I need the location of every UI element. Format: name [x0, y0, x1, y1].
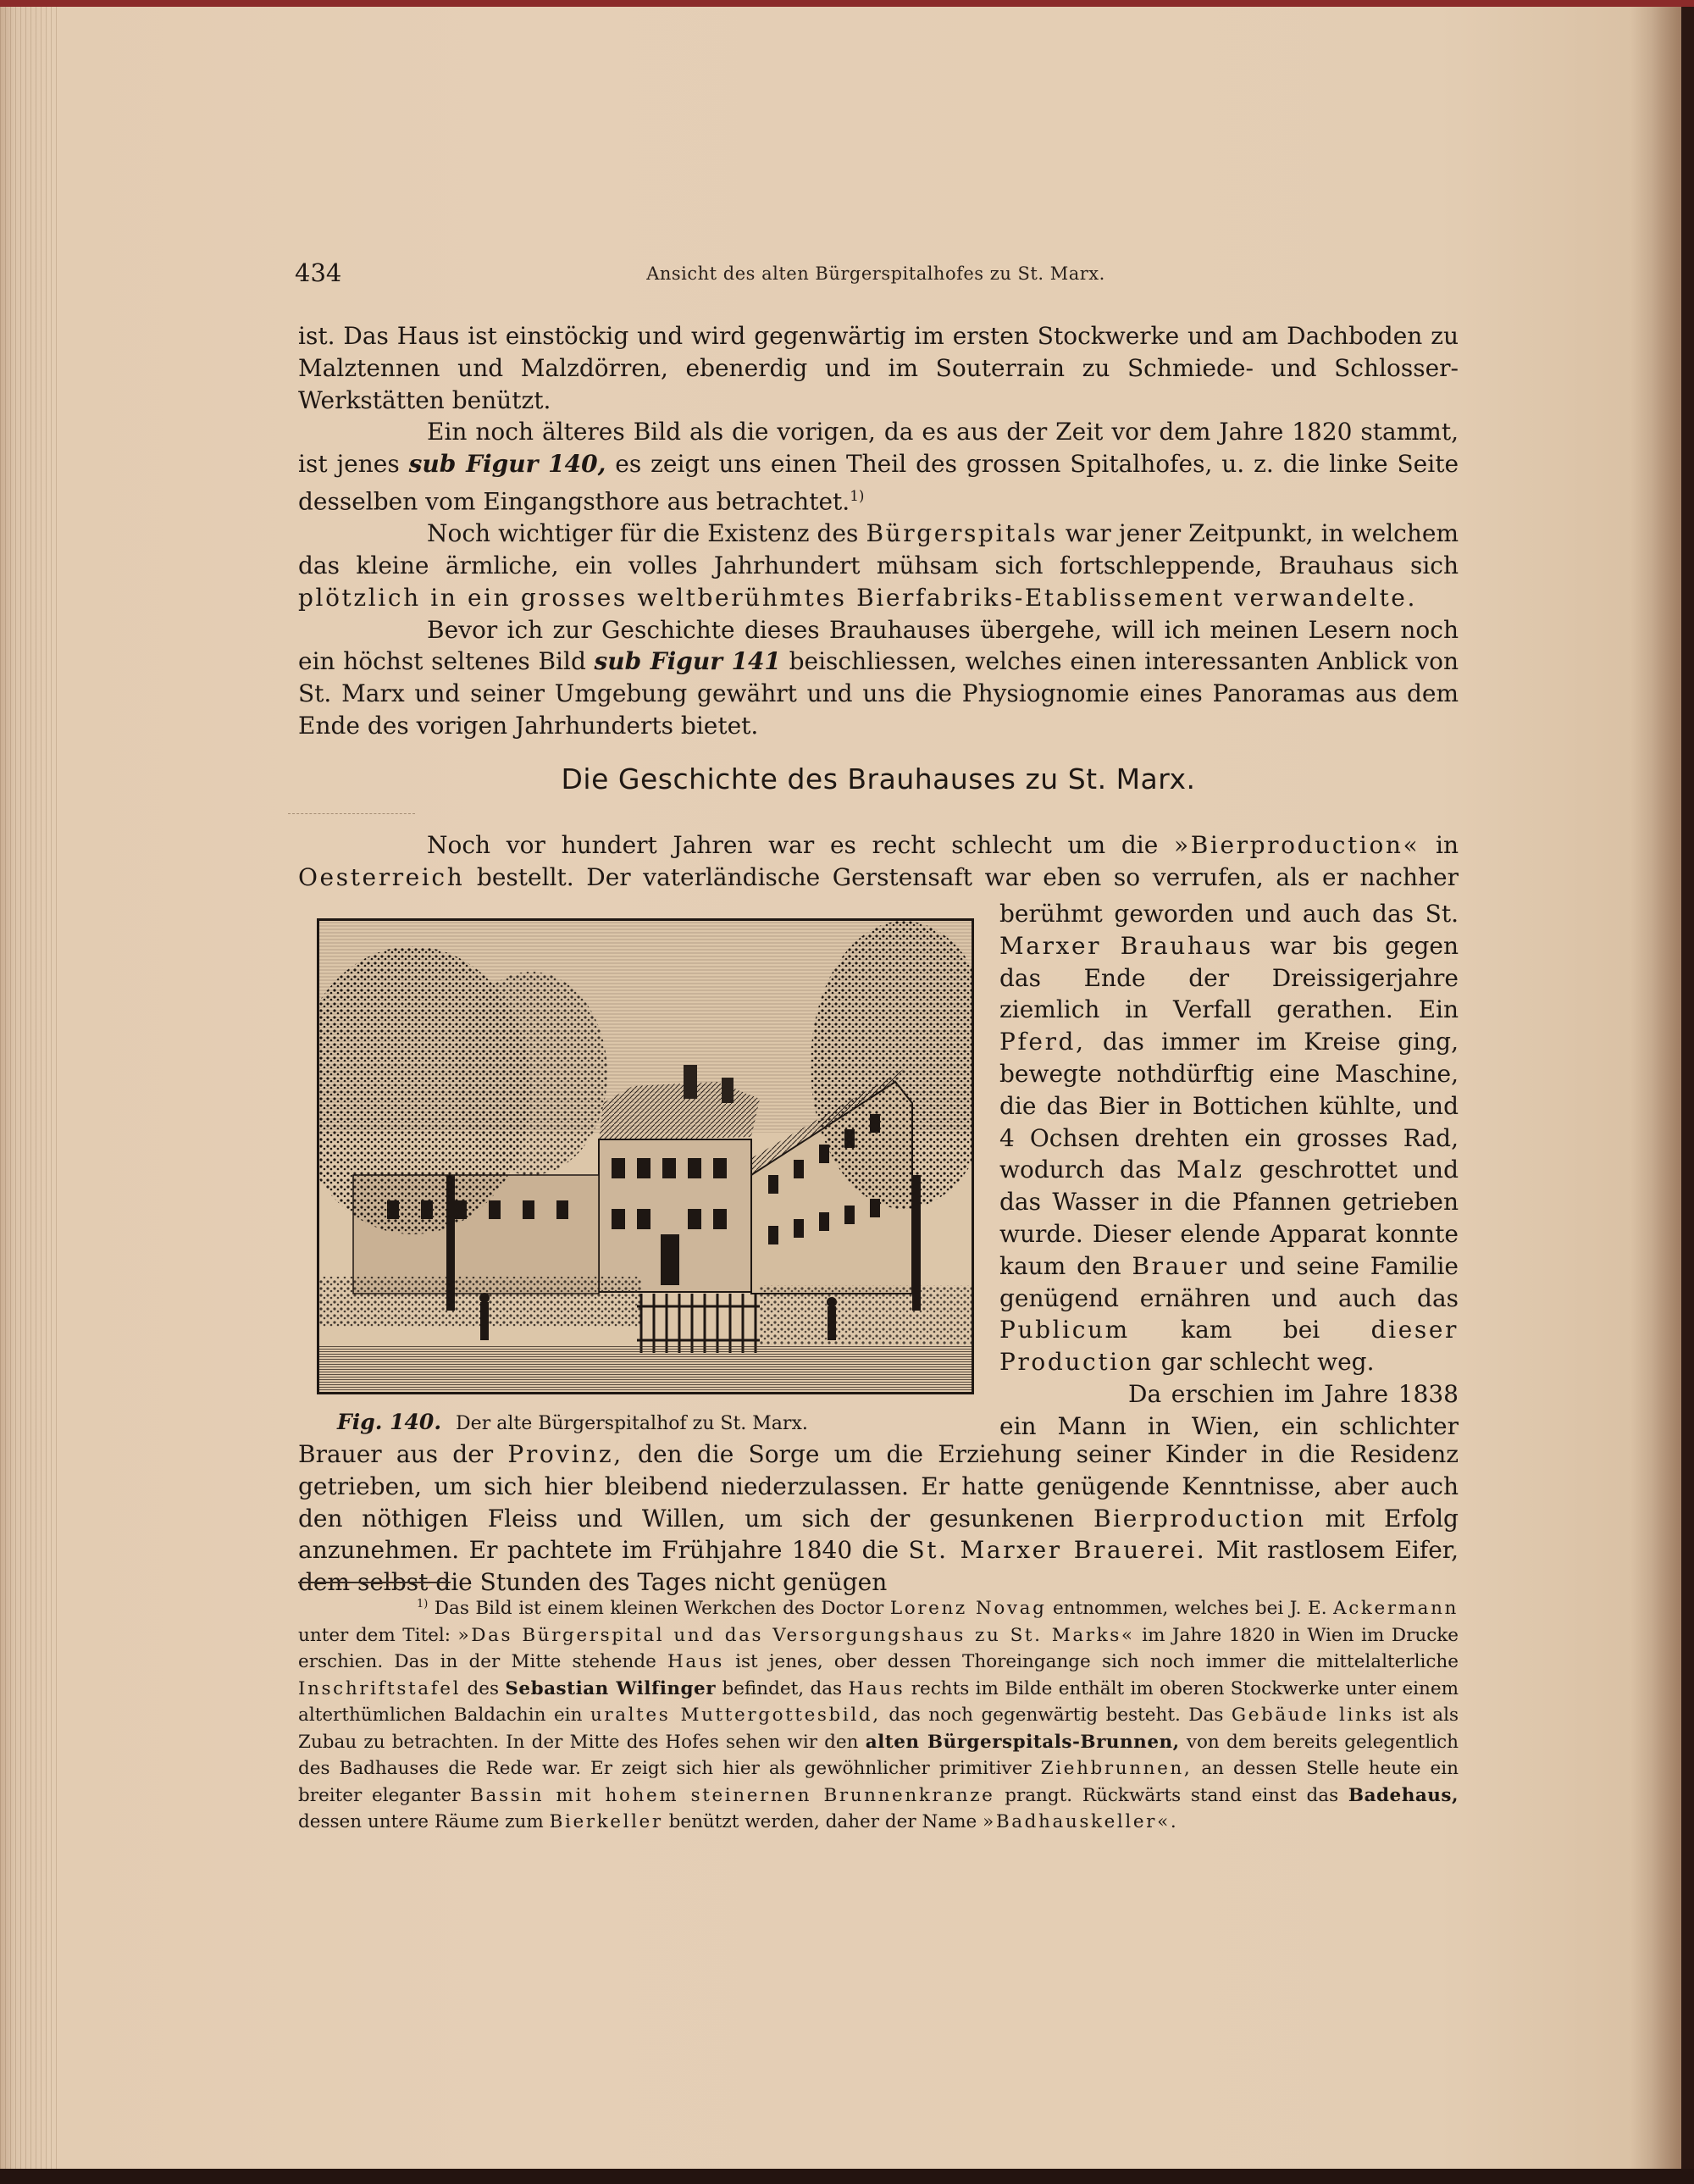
figure-engraving: [317, 918, 974, 1394]
spaced-text: »Das Bürgerspital und das Versorgungshaus zu St. Marks«: [457, 1624, 1135, 1646]
text: aus der: [396, 1440, 494, 1468]
text: gar schlecht weg.: [1160, 1348, 1375, 1377]
text: prangt. Rückwärts stand einst das: [1005, 1784, 1339, 1806]
spaced-text: Ackermann: [1333, 1598, 1459, 1620]
text: das immer im Kreise ging, bewegte nothdürftig eine Maschine, die das Bier in Bottichen kühlte, und 4 Ochsen drehten ein grosses Rad, wodurch das: [999, 1028, 1459, 1184]
footnote-divider: [298, 1582, 451, 1583]
text: Brauer: [298, 1440, 382, 1468]
figure-label: Fig. 140.: [337, 1410, 442, 1434]
text: Mit rastlosem Eifer, dem selbst die Stunden des Tages nicht genügen: [298, 1536, 1459, 1597]
text: rechts im Bilde enthält im oberen Stockwerke unter einem alterthümlichen Baldachin ein: [298, 1677, 1459, 1727]
footnote: [298, 1591, 1459, 1836]
text: ist als Zubau zu betrachten. In der Mitte des Hofes sehen wir den: [298, 1705, 1459, 1753]
spaced-text: »Bierproduction«: [1174, 831, 1420, 859]
running-title: Ansicht des alten Bürgerspitalhofes zu St. Marx.: [646, 263, 1105, 284]
spaced-text: Malz: [1176, 1156, 1244, 1184]
text: an dessen Stelle heute ein breiter eleganter: [298, 1758, 1459, 1806]
text: mit Erfolg anzunehmen. Er pachtete im Frühjahre 1840 die: [298, 1504, 1459, 1565]
spaced-text: Haus: [848, 1677, 905, 1699]
spaced-text: Haus: [667, 1651, 724, 1673]
bottom-edge: [0, 2169, 1694, 2184]
caption-text: Der alte Bürgerspitalhof zu St. Marx.: [456, 1413, 808, 1434]
text: kam bei: [1181, 1316, 1320, 1344]
blackletter-text: Badehaus,: [1348, 1784, 1459, 1806]
spaced-text: Lorenz Novag: [889, 1598, 1047, 1620]
spaced-text: Bierproduction: [1093, 1504, 1306, 1533]
spaced-text: uraltes Muttergottesbild,: [590, 1705, 881, 1727]
text: ist. Das Haus ist einstöckig und wird gegenwärtig im ersten Stockwerke und am Dachboden zu Malztennen und Malzdörren, ebenerdig und im Souterrain zu Schmiede- und Schlosser-Werkstätten benützt.: [298, 322, 1459, 414]
paragraph: [298, 320, 1459, 416]
text: des: [467, 1677, 499, 1699]
spaced-text: Bierkeller: [549, 1811, 663, 1833]
text: befindet, das: [722, 1677, 843, 1699]
text: Da erschien im Jahre 1838: [1128, 1379, 1459, 1408]
spaced-text: Pferd,: [999, 1028, 1086, 1056]
spaced-text: Bürgerspitals: [866, 519, 1058, 548]
text: bestellt. Der vaterländische Gerstensaft war eben so verrufen, als er nachher: [476, 862, 1459, 891]
text: geschrottet und das Wasser in die Pfannen getrieben wurde. Dieser elende Apparat konnte kaum den: [999, 1156, 1459, 1280]
text: dessen untere Räume zum: [298, 1811, 544, 1833]
blackletter-text: Sebastian Wilfinger: [505, 1677, 717, 1699]
section-heading: Die Geschichte des Brauhauses zu St. Marx.: [561, 762, 1196, 795]
paragraph: [298, 614, 1459, 742]
wrapped-column: [999, 898, 1459, 1443]
spaced-text: »Badhauskeller«.: [983, 1811, 1179, 1833]
chimney: [684, 1065, 697, 1099]
footnote-paragraph: [298, 1591, 1459, 1836]
figure-reference: sub Figur 141: [594, 647, 781, 676]
spaced-text: Marxer Brauhaus: [999, 931, 1254, 960]
paragraph: [298, 829, 1459, 894]
text: Noch wichtiger für die Existenz des: [427, 519, 859, 548]
paragraph: [999, 898, 1459, 1378]
paragraph: [999, 1378, 1459, 1411]
section-intro: [298, 829, 1459, 894]
tree: [455, 972, 607, 1175]
footnote-marker: 1): [850, 486, 865, 504]
spaced-text: Bassin mit hohem steinernen Brunnenkranze: [470, 1784, 995, 1806]
spaced-text: Publicum: [999, 1316, 1130, 1344]
page-header: [295, 258, 1457, 292]
divider: [288, 813, 415, 814]
lower-text: [298, 1438, 1459, 1599]
spine-shadow: [1630, 0, 1681, 2169]
text: im Jahre 1820 in Wien im Drucke erschien. Das in der Mitte stehende: [298, 1624, 1459, 1673]
spaced-text: St. Marxer Brauerei.: [908, 1536, 1207, 1565]
spaced-text: dieser Production: [999, 1316, 1459, 1377]
text: ein Mann in Wien, ein schlichter: [999, 1411, 1459, 1440]
page-number: 434: [295, 258, 342, 287]
text: von dem bereits gelegentlich des Badhauses die Rede war. Er zeigt sich hier als gewöhnlicher primitiver: [298, 1731, 1459, 1780]
paragraph: [298, 416, 1459, 518]
text: ist jenes, ober dessen Thoreingange sich noch immer die mittelalterliche: [735, 1651, 1459, 1673]
footnote-marker: 1): [417, 1598, 429, 1610]
spaced-text: plötzlich in ein grosses weltberühmtes Bierfabriks-Etablissement verwandelte.: [298, 583, 1417, 612]
figure-caption: [337, 1410, 981, 1434]
spaced-text: Oesterreich: [298, 862, 465, 891]
spaced-text: Inschriftstafel: [298, 1677, 462, 1699]
spaced-text: Brauer: [1132, 1251, 1229, 1280]
courtyard-illustration: [319, 921, 972, 1392]
text: in: [1436, 831, 1459, 859]
text: entnommen, welches bei J. E.: [1052, 1598, 1327, 1620]
ground: [319, 1344, 972, 1392]
paragraph: [999, 1411, 1459, 1443]
text: war bis gegen das Ende der Dreissigerjahre ziemlich in Verfall gerathen. Ein: [999, 931, 1459, 1024]
chimney: [722, 1078, 734, 1103]
paragraph: [298, 1438, 1459, 1599]
text: unter dem Titel:: [298, 1624, 451, 1646]
figure-reference: sub Figur 140,: [408, 450, 606, 479]
spaced-text: Provinz,: [507, 1440, 623, 1468]
spaced-text: Ziehbrunnen,: [1040, 1758, 1193, 1780]
top-edge: [0, 0, 1694, 7]
text: es zeigt uns einen Theil des grossen Spitalhofes, u. z. die linke Seite desselben vom Eingangsthore aus betrachtet.: [298, 450, 1459, 516]
paragraph: [298, 518, 1459, 613]
page-edges: [0, 0, 59, 2169]
text: Noch vor hundert Jahren war es recht schlecht um die: [427, 831, 1159, 859]
text: Ein noch älteres Bild als die vorigen, da es aus der Zeit vor dem Jahre 1820 stammt, ist jenes: [298, 418, 1459, 479]
text: benützt werden, daher der Name: [668, 1811, 977, 1833]
text: Das Bild ist einem kleinen Werkchen des Doctor: [434, 1598, 884, 1620]
hedge: [760, 1285, 972, 1344]
text: und seine Familie genügend ernähren und auch das: [999, 1251, 1459, 1312]
text: den die Sorge um die Erziehung seiner Kinder in die Residenz getrieben, um sich hier bleibend niederzulassen. Er hatte genügende Kenntnisse, aber auch den nöthigen Fleiss und Willen, um sich der gesunkenen: [298, 1440, 1459, 1533]
blackletter-text: alten Bürgerspitals-Brunnen,: [865, 1731, 1180, 1753]
intro-text: [298, 320, 1459, 742]
spaced-text: Gebäude links: [1231, 1705, 1394, 1727]
text: war jener Zeitpunkt, in welchem das kleine ärmliche, ein volles Jahrhundert mühsam sich fortschleppende, Brauhaus sich: [298, 519, 1459, 579]
text: berühmt geworden und auch das St.: [999, 900, 1459, 928]
text: Bevor ich zur Geschichte dieses Brauhauses übergehe, will ich meinen Lesern noch ein höchst seltenes Bild: [298, 615, 1459, 676]
text: beischliessen, welches einen interessanten Anblick von St. Marx und seiner Umgebung gewährt und uns die Physiognomie eines Panoramas aus dem Ende des vorigen Jahrhunderts bietet.: [298, 647, 1459, 740]
text: das noch gegenwärtig besteht. Das: [889, 1705, 1224, 1727]
